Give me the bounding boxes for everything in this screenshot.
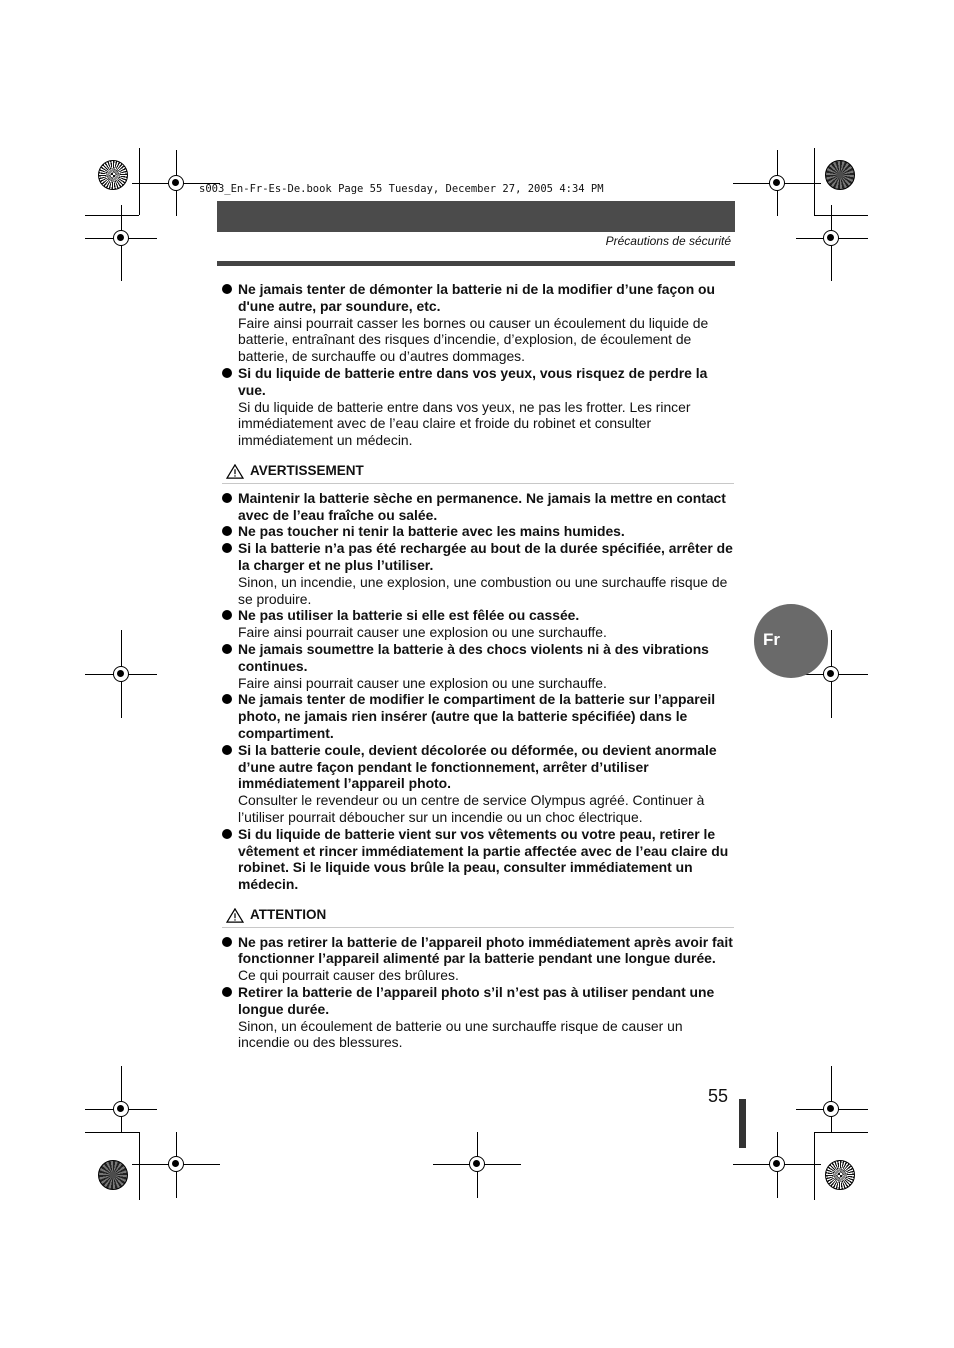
bullet-icon	[222, 694, 232, 704]
bullet-icon	[222, 543, 232, 553]
warning-heading	[222, 463, 734, 484]
list-item	[222, 934, 734, 984]
item-description: Sinon, un écoulement de batterie ou une surchauffe risque de causer un incendie ou des blessures.	[238, 1017, 683, 1051]
registration-sunburst-bottom-left	[98, 1160, 128, 1190]
list-item	[222, 984, 734, 1051]
bullet-icon	[222, 610, 232, 620]
bullet-icon	[222, 829, 232, 839]
page-number: 55	[708, 1086, 729, 1106]
list-item	[222, 691, 734, 741]
registration-target-icon	[469, 1156, 485, 1172]
item-title: Ne pas retirer la batterie de l’appareil photo immédiatement après avoir fait fonctionner l’appareil alimenté par la batterie pendant une longue durée.	[238, 933, 733, 967]
caution-heading-text: ATTENTION	[250, 906, 327, 922]
item-title: Si la batterie coule, devient décolorée ou déformée, ou devient anormale d’une autre façon pendant le fonctionnement, arrêter d’utiliser immédiatement l’appareil photo.	[238, 741, 717, 792]
item-description: Sinon, un incendie, une explosion, une combustion ou une surchauffe risque de se produire.	[238, 573, 728, 607]
warning-section	[222, 463, 734, 484]
registration-sunburst-bottom-right	[825, 1160, 855, 1190]
bullet-icon	[222, 284, 232, 294]
header-bar	[217, 201, 735, 232]
page-section-title: Précautions de sécurité	[605, 234, 731, 248]
warning-triangle-icon	[226, 464, 244, 479]
print-slug: s003_En-Fr-Es-De.book Page 55 Tuesday, December 27, 2005 4:34 PM	[199, 183, 604, 195]
warning-triangle-icon	[226, 908, 244, 923]
item-title: Ne pas toucher ni tenir la batterie avec les mains humides.	[238, 523, 625, 540]
item-description: Faire ainsi pourrait causer une explosion ou une surchauffe.	[238, 674, 607, 691]
registration-sunburst-top-left	[98, 160, 128, 190]
list-item	[222, 742, 734, 826]
bullet-icon	[222, 937, 232, 947]
language-tab-label: Fr	[763, 630, 780, 649]
list-item	[222, 607, 734, 641]
bullet-icon	[222, 368, 232, 378]
item-title: Retirer la batterie de l’appareil photo s’il n’est pas à utiliser pendant une longue durée.	[238, 984, 715, 1017]
list-item	[222, 523, 734, 540]
item-title: Ne pas utiliser la batterie si elle est fêlée ou cassée.	[238, 607, 580, 624]
bullet-icon	[222, 745, 232, 755]
registration-target-icon	[168, 175, 184, 191]
registration-target-icon	[113, 666, 129, 682]
registration-target-icon	[113, 1101, 129, 1117]
list-item	[222, 281, 734, 365]
bullet-icon	[222, 644, 232, 654]
registration-target-icon	[113, 230, 129, 246]
warning-heading-text: AVERTISSEMENT	[250, 462, 364, 478]
list-item	[222, 826, 734, 893]
list-item	[222, 641, 734, 691]
registration-target-icon	[769, 175, 785, 191]
item-title: Ne jamais tenter de modifier le compartiment de la batterie sur l’appareil photo, ne jamais rien insérer (autre que la batterie spécifiée) dans le compartiment.	[238, 691, 716, 741]
list-item	[222, 365, 734, 449]
registration-sunburst-top-right	[825, 160, 855, 190]
list-item	[222, 540, 734, 607]
registration-target-icon	[168, 1156, 184, 1172]
page-number-bar	[739, 1099, 746, 1148]
item-title: Maintenir la batterie sèche en permanence. Ne jamais la mettre en contact avec de l’eau fraîche ou salée.	[238, 489, 726, 523]
item-description: Faire ainsi pourrait causer une explosion ou une surchauffe.	[238, 624, 607, 641]
item-description: Consulter le revendeur ou un centre de service Olympus agréé. Continuer à l’utiliser pourrait déboucher sur un incendie ou un choc électrique.	[238, 792, 705, 825]
bullet-icon	[222, 493, 232, 503]
item-title: Si du liquide de batterie vient sur vos vêtements ou votre peau, retirer le vêtement et rincer immédiatement la partie affectée avec de l’eau claire du robinet. Si le liquide vous brûle la peau, consulter immédiatement un médecin.	[238, 825, 729, 893]
bullet-icon	[222, 526, 232, 536]
caution-heading	[222, 907, 734, 928]
bullet-icon	[222, 987, 232, 997]
registration-target-icon	[823, 1101, 839, 1117]
page-content	[222, 281, 734, 1051]
item-title: Si la batterie n’a pas été rechargée au bout de la durée spécifiée, arrêter de la charger et ne plus l’utiliser.	[238, 540, 733, 573]
list-item	[222, 490, 734, 524]
item-description: Ce qui pourrait causer des brûlures.	[238, 967, 459, 984]
item-description: Si du liquide de batterie entre dans vos yeux, ne pas les frotter. Les rincer immédiatement avec de l’eau claire et froide du robinet et consulter immédiatement un médecin.	[238, 398, 691, 449]
item-title: Ne jamais soumettre la batterie à des chocs violents ni à des vibrations continues.	[238, 640, 709, 674]
caution-section	[222, 907, 734, 928]
header-rule	[217, 261, 735, 266]
registration-target-icon	[823, 666, 839, 682]
item-description: Faire ainsi pourrait casser les bornes ou causer un écoulement du liquide de batterie, entraînant des risques d’incendie, d’explosion, de écoulement de batterie, de surchauffe ou d’autres dommages.	[238, 314, 709, 365]
item-title: Ne jamais tenter de démonter la batterie ni de la modifier d’une façon ou d'une autre, par soundure, etc.	[238, 281, 716, 314]
registration-target-icon	[823, 230, 839, 246]
registration-target-icon	[769, 1156, 785, 1172]
item-title: Si du liquide de batterie entre dans vos yeux, vous risquez de perdre la vue.	[238, 364, 708, 398]
